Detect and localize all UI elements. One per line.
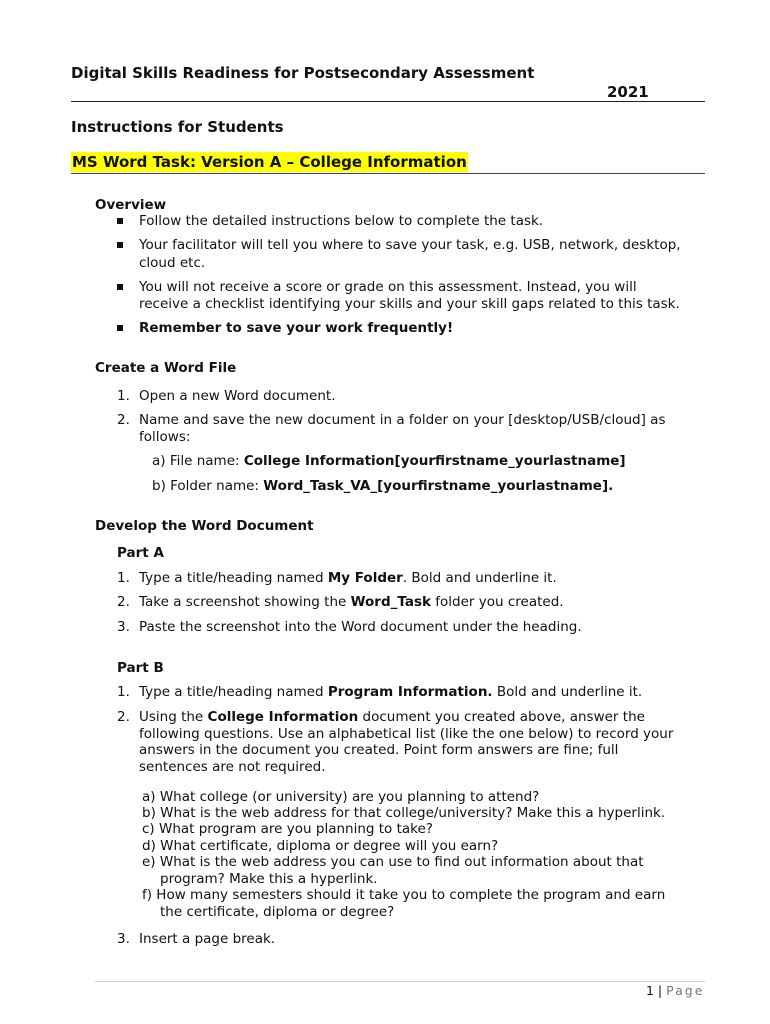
file-name-label: a) File name: [152,453,244,469]
part-b-step-1-bold: Program Information. [327,684,493,700]
part-b-step-1 [139,684,709,701]
step-number: 1. [117,684,130,700]
part-b-step-3: Insert a page break. [139,931,276,947]
create-step-1: Open a new Word document. [139,388,336,404]
part-a-step-1-pre: Type a title/heading named [139,570,328,586]
question-e: e) What is the web address you can use to find out information about that [142,854,644,870]
instructions-heading: Instructions for Students [71,118,284,136]
overview-bullet-2: Your facilitator will tell you where to save your task, e.g. USB, network, desktop, [139,237,681,253]
overview-heading: Overview [95,197,167,213]
page-separator: | [653,983,667,998]
header-divider [71,101,705,102]
bullet-marker [117,242,123,248]
part-a-heading: Part A [117,545,164,561]
folder-name-value: Word_Task_VA_[yourfirstname_yourlastname]. [263,478,614,494]
step-number: 2. [117,594,130,610]
bullet-marker [117,218,123,224]
create-heading: Create a Word File [95,360,237,376]
part-a-step-1-post: . Bold and underline it. [402,570,557,586]
overview-bullet-3-cont: receive a checklist identifying your skills and your skill gaps related to this task. [139,296,680,312]
bullet-marker [117,284,123,290]
question-d: d) What certificate, diploma or degree will you earn? [142,838,499,854]
folder-name-line [152,478,613,494]
step-number: 3. [117,619,130,635]
develop-heading: Develop the Word Document [95,518,314,534]
part-b-step-1-post: Bold and underline it. [492,684,643,700]
overview-bullet-4: Remember to save your work frequently! [139,320,454,336]
step-number: 2. [117,709,130,725]
part-a-step-2 [139,594,709,611]
step-number: 2. [117,412,130,428]
create-step-2-cont: follows: [139,429,191,445]
footer-divider [95,981,705,982]
part-b-step-2-line-3: answers in the document you created. Point form answers are fine; full [139,742,619,758]
overview-bullet-3: You will not receive a score or grade on this assessment. Instead, you will [139,279,637,295]
question-c: c) What program are you planning to take? [142,821,433,837]
overview-bullet-1: Follow the detailed instructions below to complete the task. [139,213,544,229]
part-b-step-2 [139,709,709,726]
step-number: 1. [117,570,130,586]
part-b-step-1-pre: Type a title/heading named [139,684,328,700]
part-b-step-2-line-2: following questions. Use an alphabetical list (like the one below) to record your [139,726,674,742]
page-word: Page [666,983,705,998]
part-b-heading: Part B [117,660,164,676]
document-title: Digital Skills Readiness for Postsecondary Assessment [71,64,535,82]
part-b-step-2-bold: College Information [207,709,359,725]
part-b-step-2-pre: Using the [139,709,208,725]
question-f-cont: the certificate, diploma or degree? [160,904,395,920]
part-a-step-2-post: folder you created. [430,594,564,610]
create-step-2: Name and save the new document in a folder on your [desktop/USB/cloud] as [139,412,666,428]
file-name-value: College Information[yourfirstname_yourlastname] [243,453,626,469]
bullet-marker [117,325,123,331]
part-b-step-2-line-4: sentences are not required. [139,759,326,775]
part-a-step-2-bold: Word_Task [350,594,431,610]
task-divider [71,173,705,174]
page-number: 1 [646,983,654,998]
overview-bullet-2-cont: cloud etc. [139,255,206,271]
part-a-step-3: Paste the screenshot into the Word document under the heading. [139,619,582,635]
step-number: 3. [117,931,130,947]
part-a-step-1-bold: My Folder [327,570,403,586]
file-name-line [152,453,626,469]
question-e-cont: program? Make this a hyperlink. [160,871,378,887]
question-a: a) What college (or university) are you planning to attend? [142,789,540,805]
page-footer [646,983,704,998]
part-a-step-1 [139,570,709,587]
folder-name-label: b) Folder name: [152,478,264,494]
part-b-step-2-post: document you created above, answer the [358,709,645,725]
question-b: b) What is the web address for that college/university? Make this a hyperlink. [142,805,666,821]
question-f: f) How many semesters should it take you to complete the program and earn [142,887,666,903]
document-year: 2021 [607,83,649,101]
task-title: MS Word Task: Version A – College Information [72,153,467,171]
part-a-step-2-pre: Take a screenshot showing the [139,594,351,610]
step-number: 1. [117,388,130,404]
